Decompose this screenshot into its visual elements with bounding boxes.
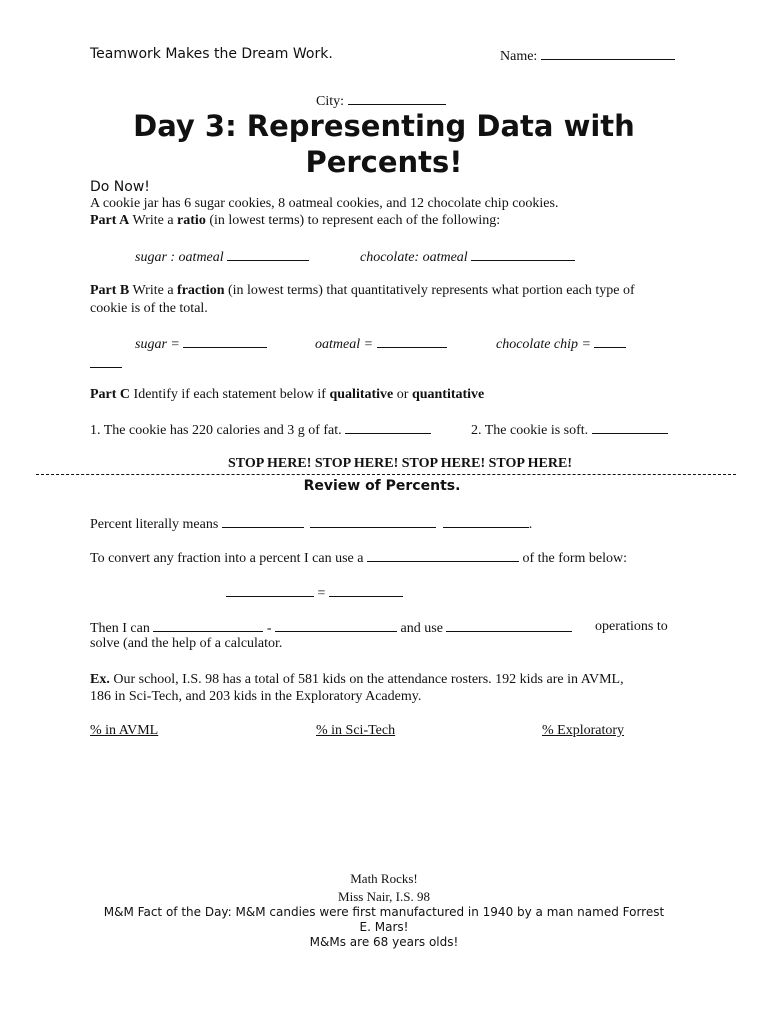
example-problem <box>90 671 624 705</box>
part-c-prompt <box>90 387 484 403</box>
part-a-item-2-label: chocolate: oatmeal <box>360 250 468 265</box>
name-field <box>500 47 675 65</box>
percent-means-blank-1 <box>222 515 304 528</box>
example-line-2: 186 in Sci-Tech, and 203 kids in the Exploratory Academy. <box>90 689 422 704</box>
part-b-item-1-label: sugar = <box>135 337 180 352</box>
stop-here-banner: STOP HERE! STOP HERE! STOP HERE! STOP HERE! <box>227 456 572 471</box>
proportion-blank-1 <box>226 584 314 597</box>
then-can-blank-1 <box>153 619 263 632</box>
footer-teacher: Miss Nair, I.S. 98 <box>338 889 430 904</box>
part-a-text-after: (in lowest terms) to represent each of the following: <box>205 213 501 228</box>
part-a-label: Part A <box>90 213 130 228</box>
part-b-blank-2 <box>377 335 447 348</box>
part-c-statement-1 <box>90 421 431 439</box>
do-now-heading: Do Now! <box>90 179 150 195</box>
name-blank <box>541 47 675 60</box>
part-c-blank-1 <box>345 421 431 434</box>
convert-text-before: To convert any fraction into a percent I can use a <box>90 551 364 566</box>
then-can-text: Then I can <box>90 621 150 636</box>
part-b-blank-3-wrap <box>90 355 122 368</box>
part-b-prompt <box>90 282 635 318</box>
column-avml: % in AVML <box>90 723 159 738</box>
footer-fact <box>0 905 768 950</box>
page-title-line2: Percents! <box>305 145 463 179</box>
column-sci-tech: % in Sci-Tech <box>316 723 396 738</box>
then-can-blank-2 <box>275 619 397 632</box>
part-c-keyword-2: quantitative <box>411 387 485 402</box>
convert-line <box>90 549 627 567</box>
part-c-statement-1-text: 1. The cookie has 220 calories and 3 g of fat. <box>90 423 342 438</box>
city-blank <box>348 92 446 105</box>
part-b-item-2-label: oatmeal = <box>315 337 374 352</box>
page-title <box>0 108 768 180</box>
part-a-item-2 <box>360 248 575 266</box>
part-b-item-3 <box>496 335 626 353</box>
convert-text-after: of the form below: <box>522 551 628 566</box>
part-a-blank-1 <box>227 248 309 261</box>
proportion-line <box>226 584 403 602</box>
part-c-label: Part C <box>90 387 131 402</box>
review-heading-period: . <box>455 478 461 494</box>
name-label: Name: <box>500 49 538 64</box>
part-b-item-2 <box>315 335 447 353</box>
proportion-blank-2 <box>329 584 403 597</box>
part-c-keyword-1: qualitative <box>329 387 394 402</box>
column-exploratory: % Exploratory <box>542 723 625 738</box>
part-c-text-before: Identify if each statement below if <box>130 387 330 402</box>
header-motto: Teamwork Makes the Dream Work. <box>90 46 333 62</box>
part-b-label: Part B <box>90 283 130 298</box>
part-b-keyword: fraction <box>177 283 225 298</box>
then-can-dash: - <box>266 621 272 636</box>
part-a-item-1-label: sugar : oatmeal <box>135 250 224 265</box>
part-c-mid: or <box>393 387 412 402</box>
part-c-statement-2 <box>471 421 668 439</box>
percent-means-text: Percent literally means <box>90 517 219 532</box>
part-a-item-1 <box>135 248 309 266</box>
then-can-blank-3 <box>446 619 572 632</box>
percent-means-blank-2 <box>310 515 436 528</box>
review-heading <box>0 478 764 494</box>
review-heading-text: Review of Percents <box>303 478 456 494</box>
city-label: City: <box>316 94 345 109</box>
solve-line: solve (and the help of a calculator. <box>90 636 283 651</box>
part-a-prompt <box>90 213 500 229</box>
operations-to: operations to <box>595 619 668 634</box>
example-line-1: Our school, I.S. 98 has a total of 581 kids on the attendance rosters. 192 kids are in AVML, <box>109 672 624 687</box>
cut-line-divider <box>36 474 736 475</box>
part-b-blank-3 <box>594 335 626 348</box>
part-b-text-after: (in lowest terms) that quantitatively represents what portion each type of <box>224 283 635 298</box>
then-can-and-use: and use <box>400 621 443 636</box>
footer-fact-line-1: M&M Fact of the Day: M&M candies were first manufactured in 1940 by a man named Forrest <box>103 905 665 919</box>
part-b-item-1 <box>135 335 267 353</box>
percent-means-line: Percent literally means . <box>90 517 533 532</box>
part-b-text-before: Write a <box>129 283 178 298</box>
part-b-blank-1 <box>183 335 267 348</box>
percent-means-blank-3 <box>443 515 529 528</box>
part-c-statement-2-text: 2. The cookie is soft. <box>471 423 589 438</box>
footer-fact-line-3: M&Ms are 68 years olds! <box>309 935 459 949</box>
part-b-item-3-label: chocolate chip = <box>496 337 591 352</box>
part-b-text-line2: cookie is of the total. <box>90 301 208 316</box>
proportion-equals: = <box>317 586 326 601</box>
do-now-intro: A cookie jar has 6 sugar cookies, 8 oatmeal cookies, and 12 chocolate chip cookies. <box>90 196 559 211</box>
footer-fact-line-2: E. Mars! <box>359 920 409 934</box>
part-a-blank-2 <box>471 248 575 261</box>
then-can-line <box>90 619 572 637</box>
footer-math-rocks: Math Rocks! <box>350 871 418 886</box>
part-a-keyword: ratio <box>177 213 206 228</box>
page-title-line1: Day 3: Representing Data with <box>133 109 635 143</box>
part-c-blank-2 <box>592 421 668 434</box>
part-a-text-before: Write a <box>129 213 178 228</box>
convert-blank <box>367 549 519 562</box>
example-label: Ex. <box>90 672 110 687</box>
